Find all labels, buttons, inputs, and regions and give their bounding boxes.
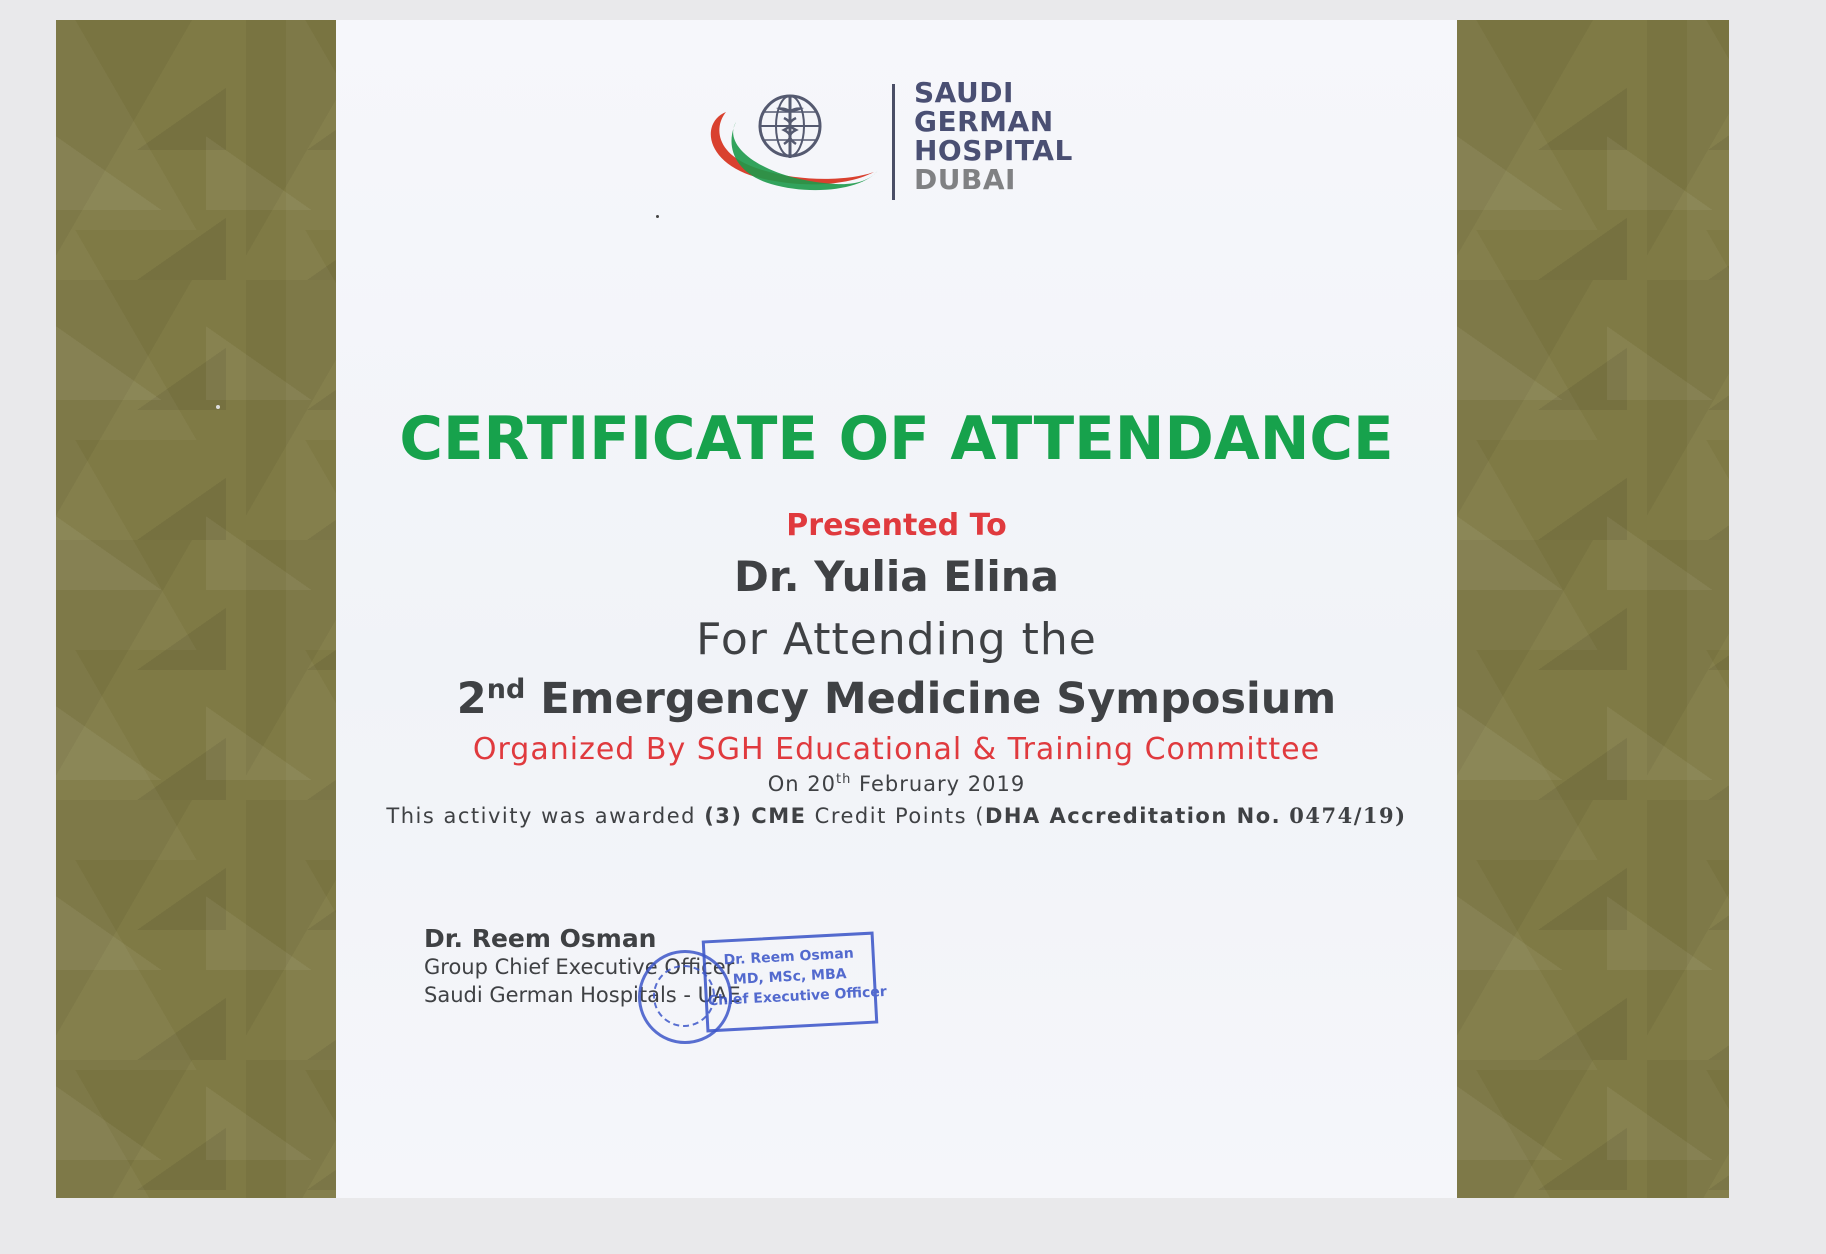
stamp-box [702, 932, 888, 1033]
for-attending-label: For Attending the [696, 614, 1097, 665]
stamp-line: MD, MSc, MBA [732, 966, 847, 988]
right-decorative-band [1457, 20, 1729, 1198]
award-number: 0474/19) [1289, 803, 1407, 828]
stamp-line: Chief Executive Officer [707, 983, 888, 1010]
event-title: Emergency Medicine Symposium [540, 674, 1337, 724]
presented-to-label: Presented To [786, 508, 1007, 543]
hospital-emblem-icon [696, 92, 886, 202]
hospital-name-line: HOSPITAL [914, 134, 1073, 167]
hospital-logo [696, 78, 1156, 228]
award-text: Credit Points ( [814, 804, 985, 828]
certificate-sheet [56, 20, 1729, 1198]
event-ordinal-suffix: nd [486, 674, 526, 705]
left-decorative-band [56, 20, 336, 1198]
official-stamp [638, 936, 888, 1044]
date-rest: February 2019 [859, 772, 1026, 796]
logo-divider [892, 84, 895, 200]
date-prefix: On 20 [767, 772, 837, 796]
award-text: This activity was awarded [386, 804, 696, 828]
signatory-organization: Saudi German Hospitals - UAE [424, 983, 741, 1007]
paper-speck [216, 405, 220, 409]
organizer-line: Organized By SGH Educational & Training Committee [472, 732, 1321, 767]
event-name [336, 674, 1457, 724]
hospital-city: DUBAI [914, 163, 1016, 196]
award-credits: (3) CME [704, 804, 807, 828]
signatory-role: Group Chief Executive Officer [424, 955, 735, 979]
date-suffix: th [836, 772, 852, 787]
certificate-title: CERTIFICATE OF ATTENDANCE [399, 404, 1394, 474]
cme-award-line [336, 803, 1457, 828]
paper-speck [656, 215, 659, 218]
hospital-name [914, 78, 1073, 194]
hospital-name-line: GERMAN [914, 105, 1054, 138]
recipient-name: Dr. Yulia Elina [734, 552, 1059, 601]
award-accreditation: DHA Accreditation No. [984, 804, 1282, 828]
event-ordinal-number: 2 [456, 674, 487, 724]
stamp-line: Dr. Reem Osman [723, 945, 855, 969]
event-date [336, 772, 1457, 796]
signatory-name: Dr. Reem Osman [424, 924, 657, 953]
hospital-name-line: SAUDI [914, 76, 1014, 109]
